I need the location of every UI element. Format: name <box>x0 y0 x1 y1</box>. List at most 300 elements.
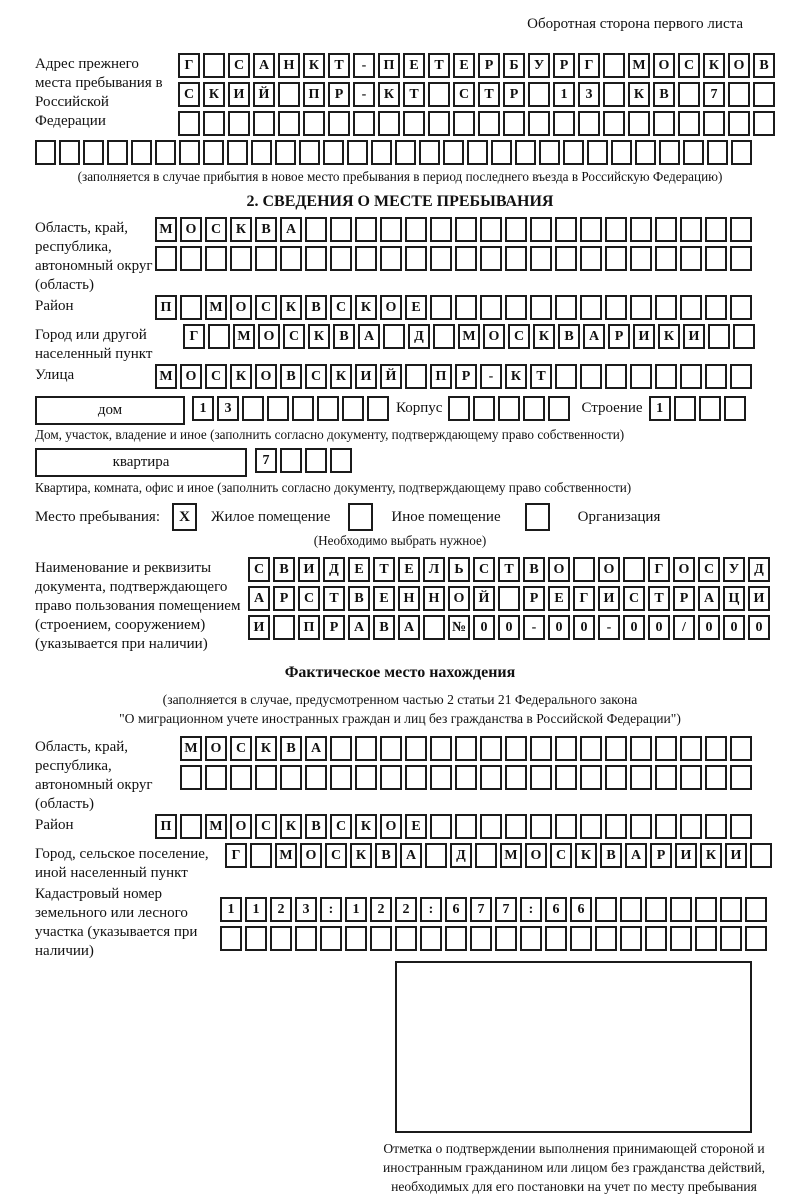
char-cell <box>635 140 656 165</box>
char-cell: О <box>180 364 202 389</box>
char-cell <box>580 217 602 242</box>
actual-district-label: Район <box>35 817 74 833</box>
char-cell <box>653 111 675 136</box>
char-cell: В <box>280 736 302 761</box>
char-cell <box>428 111 450 136</box>
char-cell: Л <box>423 557 445 582</box>
char-cell <box>655 765 677 790</box>
char-cells-row <box>155 364 755 389</box>
char-cell <box>355 217 377 242</box>
char-cell <box>745 897 767 922</box>
char-cell <box>530 814 552 839</box>
city-label: Город или другой населенный пункт <box>35 327 153 362</box>
char-cell: О <box>258 324 280 349</box>
char-cell <box>180 295 202 320</box>
char-cell <box>580 765 602 790</box>
char-cell <box>707 140 728 165</box>
char-cell <box>480 736 502 761</box>
char-cell: 7 <box>255 448 277 473</box>
char-cell <box>370 926 392 951</box>
char-cell: К <box>280 814 302 839</box>
char-cell <box>178 111 200 136</box>
char-cell <box>705 765 727 790</box>
char-cell: 7 <box>495 897 517 922</box>
char-cell: С <box>330 295 352 320</box>
district-label: Район <box>35 298 74 314</box>
char-cell <box>203 140 224 165</box>
char-cell <box>355 765 377 790</box>
char-cell <box>630 765 652 790</box>
char-cell: 3 <box>578 82 600 107</box>
char-cell <box>705 295 727 320</box>
char-cell <box>680 814 702 839</box>
char-cell: К <box>308 324 330 349</box>
char-cell: В <box>523 557 545 582</box>
char-cell: Ь <box>448 557 470 582</box>
char-cell <box>528 111 550 136</box>
char-cell: О <box>483 324 505 349</box>
char-cell <box>523 396 545 421</box>
organization-option-label: Организация <box>577 508 661 525</box>
char-cell: А <box>583 324 605 349</box>
char-cell: О <box>598 557 620 582</box>
char-cell <box>670 926 692 951</box>
char-cell: - <box>480 364 502 389</box>
char-cell <box>455 217 477 242</box>
char-cell <box>251 140 272 165</box>
char-cell <box>473 396 495 421</box>
char-cell: О <box>180 217 202 242</box>
char-cell: Г <box>183 324 205 349</box>
char-cell: 2 <box>395 897 417 922</box>
char-cell <box>455 814 477 839</box>
char-cell: Т <box>428 53 450 78</box>
char-cell <box>555 364 577 389</box>
char-cell <box>530 217 552 242</box>
char-cell: Р <box>273 586 295 611</box>
char-cell: Е <box>403 53 425 78</box>
actual-region-cells <box>180 736 755 794</box>
char-cell <box>503 111 525 136</box>
house-caption: Дом, участок, владение и иное (заполнить согласно документу, подтверждающему право собственности) <box>35 427 625 442</box>
char-cell: - <box>353 82 375 107</box>
char-cell: Д <box>748 557 770 582</box>
char-cell: С <box>228 53 250 78</box>
char-cell <box>680 246 702 271</box>
char-cell: П <box>155 814 177 839</box>
char-cell <box>630 246 652 271</box>
char-cell: И <box>355 364 377 389</box>
char-cell <box>578 111 600 136</box>
char-cell <box>620 897 642 922</box>
char-cell <box>255 246 277 271</box>
char-cell <box>630 814 652 839</box>
char-cell: Д <box>450 843 472 868</box>
char-cell <box>448 396 470 421</box>
char-cell: К <box>628 82 650 107</box>
char-cell: - <box>523 615 545 640</box>
char-cell <box>528 82 550 107</box>
char-cell <box>380 217 402 242</box>
char-cell <box>680 217 702 242</box>
char-cell <box>630 364 652 389</box>
char-cell <box>330 217 352 242</box>
char-cell: О <box>380 295 402 320</box>
other-premises-checkbox <box>348 503 373 531</box>
char-cell <box>728 111 750 136</box>
char-cell: М <box>500 843 522 868</box>
char-cell: В <box>333 324 355 349</box>
char-cell <box>753 111 775 136</box>
char-cell: А <box>698 586 720 611</box>
char-cell <box>455 295 477 320</box>
char-cell <box>425 843 447 868</box>
char-cell <box>731 140 752 165</box>
char-cells-row <box>248 615 773 640</box>
char-cell: М <box>205 295 227 320</box>
char-cell <box>107 140 128 165</box>
char-cell <box>250 843 272 868</box>
char-cell <box>674 396 696 421</box>
char-cell <box>530 736 552 761</box>
char-cell <box>605 814 627 839</box>
char-cell <box>383 324 405 349</box>
char-cell <box>467 140 488 165</box>
char-cell <box>403 111 425 136</box>
char-cell <box>498 586 520 611</box>
char-cells-row <box>155 217 755 242</box>
char-cell: И <box>228 82 250 107</box>
char-cell <box>595 926 617 951</box>
char-cell <box>433 324 455 349</box>
char-cell <box>355 246 377 271</box>
char-cell <box>203 111 225 136</box>
char-cell <box>405 217 427 242</box>
previous-address-caption: (заполняется в случае прибытия в новое место пребывания в период последнего въезда в Российскую Федерацию) <box>77 169 723 184</box>
char-cell: К <box>255 736 277 761</box>
char-cells-row <box>35 140 765 165</box>
region-field <box>35 217 765 295</box>
char-cell <box>595 897 617 922</box>
char-cell <box>555 295 577 320</box>
char-cell <box>555 217 577 242</box>
section2-title: 2. СВЕДЕНИЯ О МЕСТЕ ПРЕБЫВАНИЯ <box>246 193 554 210</box>
char-cell: О <box>653 53 675 78</box>
actual-region-label: Область, край, республика, автономный округ (область) <box>35 739 153 812</box>
char-cell <box>475 843 497 868</box>
char-cell: 0 <box>573 615 595 640</box>
char-cell: Г <box>178 53 200 78</box>
char-cell: 6 <box>570 897 592 922</box>
char-cell: В <box>373 615 395 640</box>
char-cell <box>330 765 352 790</box>
char-cell: 0 <box>498 615 520 640</box>
char-cell <box>455 246 477 271</box>
char-cell <box>730 814 752 839</box>
char-cell <box>345 926 367 951</box>
previous-address-cells <box>178 53 778 140</box>
char-cell <box>480 295 502 320</box>
char-cell: Т <box>323 586 345 611</box>
char-cell <box>230 246 252 271</box>
char-cell: К <box>505 364 527 389</box>
char-cell: М <box>180 736 202 761</box>
char-cell <box>480 765 502 790</box>
char-cell: К <box>533 324 555 349</box>
char-cell: 0 <box>748 615 770 640</box>
char-cell: А <box>280 217 302 242</box>
char-cells-row <box>649 396 749 421</box>
char-cell <box>295 926 317 951</box>
char-cell: И <box>598 586 620 611</box>
street-field <box>35 364 765 393</box>
char-cell <box>208 324 230 349</box>
char-cells-row <box>183 324 758 349</box>
char-cell <box>630 736 652 761</box>
char-cell <box>405 736 427 761</box>
char-cell: Р <box>553 53 575 78</box>
char-cell <box>655 246 677 271</box>
previous-address-block <box>35 53 769 140</box>
char-cell: М <box>205 814 227 839</box>
char-cell <box>280 246 302 271</box>
char-cell: В <box>753 53 775 78</box>
char-cell <box>278 82 300 107</box>
char-cell <box>330 448 352 473</box>
char-cell <box>645 926 667 951</box>
char-cell <box>505 736 527 761</box>
char-cell <box>580 295 602 320</box>
char-cells-row <box>248 586 773 611</box>
char-cells-row <box>448 396 573 421</box>
char-cell <box>553 111 575 136</box>
char-cell <box>470 926 492 951</box>
document-label: Наименование и реквизиты документа, подтверждающего право пользования помещением (строением, сооружением) (указывается при наличии) <box>35 560 241 652</box>
char-cell <box>520 926 542 951</box>
char-cell <box>299 140 320 165</box>
char-cell: В <box>305 814 327 839</box>
char-cell: В <box>348 586 370 611</box>
char-cell <box>83 140 104 165</box>
char-cell: Р <box>523 586 545 611</box>
char-cell <box>733 324 755 349</box>
char-cell <box>680 736 702 761</box>
stamp-caption: Отметка о подтверждении выполнения принимающей стороной и иностранным гражданином или лицом без гражданства действий, необходимых для его постановки на учет по месту пребывания <box>383 1141 765 1194</box>
char-cell <box>705 217 727 242</box>
korpus-label: Корпус <box>396 400 443 416</box>
char-cell: И <box>748 586 770 611</box>
char-cell <box>695 897 717 922</box>
apartment-box: квартира <box>35 448 247 477</box>
char-cell <box>580 736 602 761</box>
char-cell: 0 <box>548 615 570 640</box>
cadastre-cells <box>220 883 770 955</box>
char-cell <box>205 765 227 790</box>
char-cell: С <box>248 557 270 582</box>
char-cell: С <box>230 736 252 761</box>
char-cell: - <box>353 53 375 78</box>
char-cell <box>539 140 560 165</box>
char-cell: К <box>700 843 722 868</box>
region-cells <box>155 217 755 275</box>
char-cell: В <box>255 217 277 242</box>
char-cell <box>59 140 80 165</box>
char-cell: 6 <box>545 897 567 922</box>
char-cell <box>355 736 377 761</box>
char-cell <box>705 814 727 839</box>
char-cell <box>380 736 402 761</box>
char-cell: О <box>380 814 402 839</box>
char-cell <box>205 246 227 271</box>
char-cell <box>255 765 277 790</box>
char-cells-row <box>255 448 355 473</box>
char-cell <box>280 765 302 790</box>
stay-type-label: Место пребывания: <box>35 508 160 525</box>
organization-checkbox <box>525 503 550 531</box>
char-cell: Н <box>278 53 300 78</box>
char-cell: П <box>298 615 320 640</box>
char-cell: К <box>303 53 325 78</box>
char-cell <box>505 814 527 839</box>
char-cell <box>430 736 452 761</box>
char-cell <box>203 53 225 78</box>
char-cell <box>353 111 375 136</box>
char-cell: О <box>230 295 252 320</box>
char-cell: 2 <box>270 897 292 922</box>
char-cell <box>728 82 750 107</box>
char-cell <box>420 926 442 951</box>
char-cell <box>603 82 625 107</box>
char-cell <box>367 396 389 421</box>
char-cell <box>179 140 200 165</box>
char-cell: 2 <box>370 897 392 922</box>
char-cell <box>430 217 452 242</box>
char-cell: С <box>698 557 720 582</box>
char-cell <box>678 82 700 107</box>
house-box: дом <box>35 396 185 425</box>
char-cell: Г <box>648 557 670 582</box>
char-cell <box>292 396 314 421</box>
stamp-area-box <box>395 961 752 1133</box>
char-cell <box>455 765 477 790</box>
char-cell <box>380 246 402 271</box>
char-cell <box>730 295 752 320</box>
char-cell <box>605 217 627 242</box>
char-cell <box>580 814 602 839</box>
char-cell: С <box>283 324 305 349</box>
char-cell: 7 <box>703 82 725 107</box>
char-cell <box>548 396 570 421</box>
char-cell <box>587 140 608 165</box>
char-cell <box>303 111 325 136</box>
actual-district-field <box>35 814 765 843</box>
char-cell: Й <box>473 586 495 611</box>
char-cell: Р <box>673 586 695 611</box>
char-cell: С <box>255 814 277 839</box>
char-cell <box>605 295 627 320</box>
char-cell <box>750 843 772 868</box>
char-cell: Р <box>328 82 350 107</box>
char-cell <box>245 926 267 951</box>
char-cell: К <box>355 814 377 839</box>
char-cell: М <box>233 324 255 349</box>
char-cell <box>708 324 730 349</box>
char-cell <box>603 111 625 136</box>
char-cell: А <box>348 615 370 640</box>
char-cell: П <box>430 364 452 389</box>
char-cell: П <box>378 53 400 78</box>
char-cell: Р <box>455 364 477 389</box>
char-cell <box>555 814 577 839</box>
char-cell <box>498 396 520 421</box>
char-cell: Е <box>398 557 420 582</box>
char-cell: К <box>658 324 680 349</box>
char-cell: В <box>280 364 302 389</box>
char-cell <box>611 140 632 165</box>
char-cell: Г <box>578 53 600 78</box>
char-cell: О <box>205 736 227 761</box>
char-cell <box>730 736 752 761</box>
char-cell <box>480 217 502 242</box>
char-cell <box>515 140 536 165</box>
char-cell <box>505 295 527 320</box>
char-cell: Н <box>398 586 420 611</box>
char-cell: В <box>305 295 327 320</box>
char-cell: П <box>155 295 177 320</box>
char-cell <box>705 246 727 271</box>
char-cells-row <box>192 396 392 421</box>
char-cell: У <box>528 53 550 78</box>
char-cell: Ц <box>723 586 745 611</box>
char-cell: А <box>253 53 275 78</box>
actual-city-field <box>35 843 765 883</box>
char-cell: А <box>305 736 327 761</box>
char-cell: С <box>205 217 227 242</box>
char-cell <box>670 897 692 922</box>
char-cell: 0 <box>623 615 645 640</box>
char-cell: 1 <box>553 82 575 107</box>
char-cell: : <box>320 897 342 922</box>
char-cell <box>453 111 475 136</box>
char-cell: М <box>155 364 177 389</box>
char-cell: И <box>248 615 270 640</box>
char-cell <box>645 897 667 922</box>
char-cell <box>273 615 295 640</box>
char-cell <box>545 926 567 951</box>
char-cells-row <box>180 765 755 790</box>
char-cell <box>480 814 502 839</box>
char-cell: С <box>678 53 700 78</box>
apartment-row <box>35 448 765 477</box>
char-cell <box>405 246 427 271</box>
char-cell: С <box>305 364 327 389</box>
char-cell <box>423 615 445 640</box>
residential-checkbox: X <box>172 503 197 531</box>
char-cell <box>730 217 752 242</box>
char-cell: П <box>303 82 325 107</box>
char-cell <box>720 897 742 922</box>
char-cell: О <box>728 53 750 78</box>
char-cell <box>305 246 327 271</box>
char-cell <box>659 140 680 165</box>
char-cell <box>180 246 202 271</box>
char-cell: В <box>600 843 622 868</box>
char-cell: 1 <box>220 897 242 922</box>
char-cell <box>328 111 350 136</box>
char-cell <box>680 364 702 389</box>
char-cell <box>530 295 552 320</box>
char-cell <box>155 246 177 271</box>
